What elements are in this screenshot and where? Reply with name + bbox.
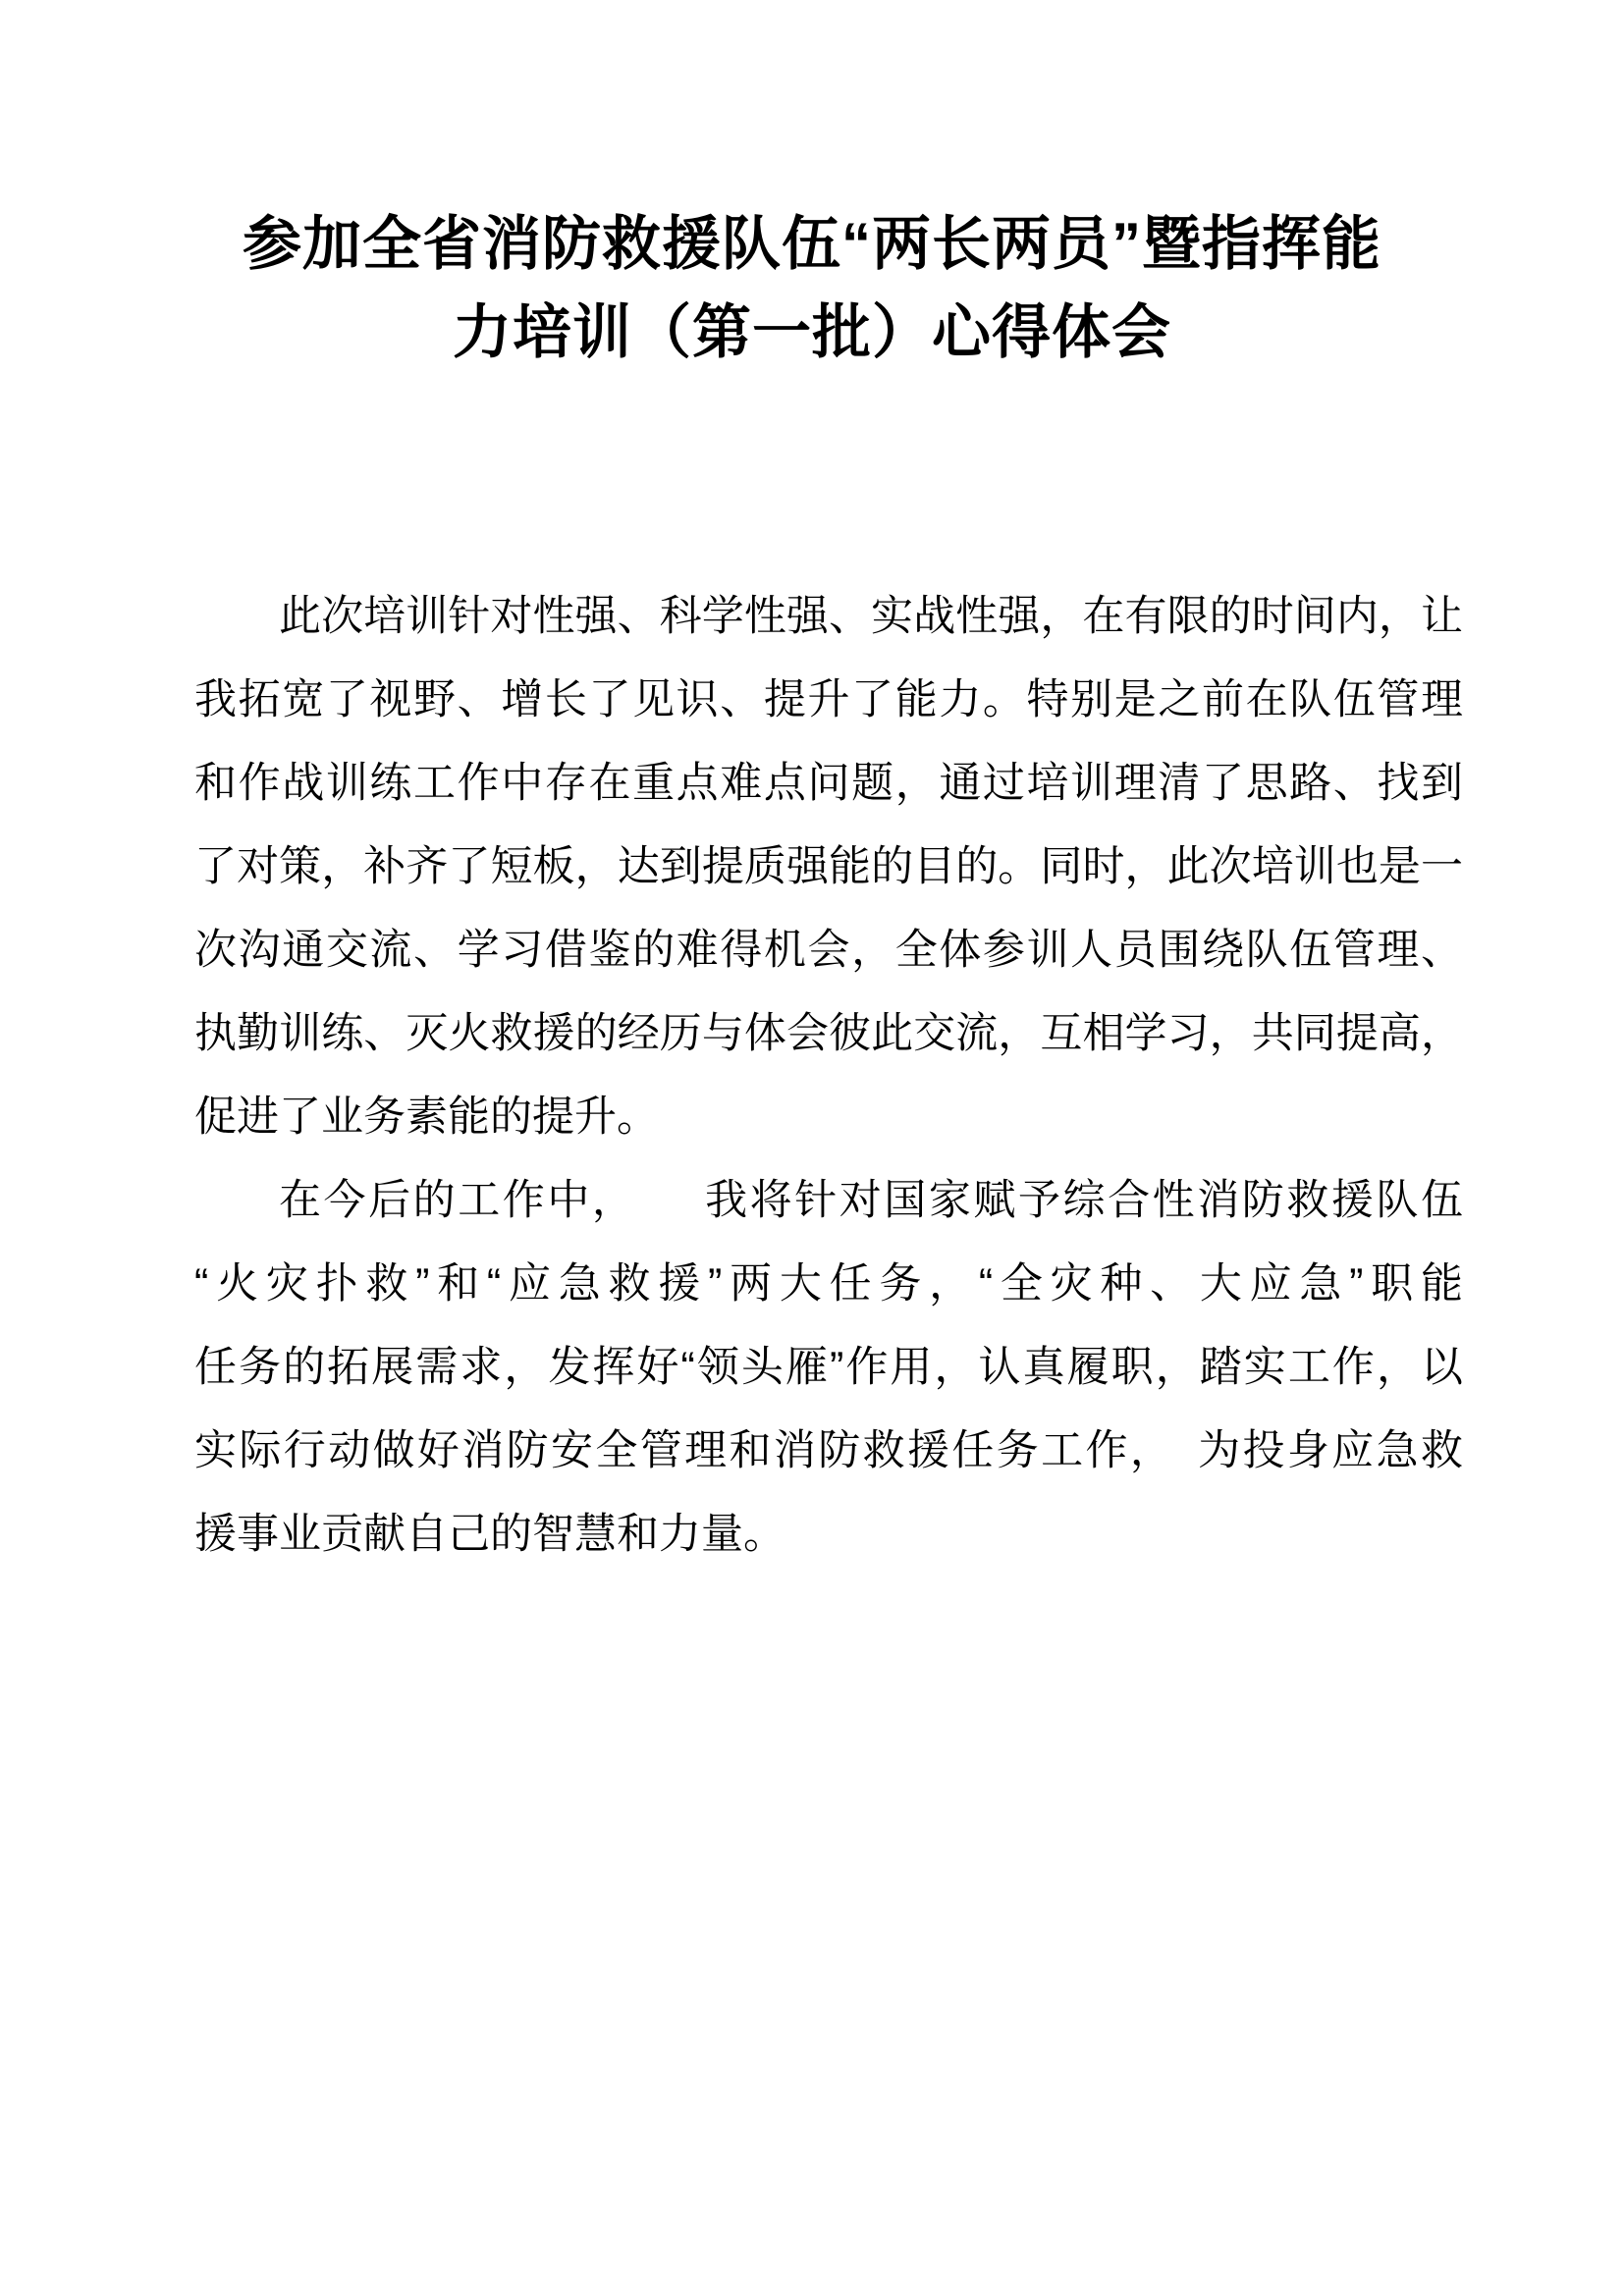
document-title-line: 力培训（第一批）心得体会 bbox=[453, 299, 1171, 365]
text-line: 实际行动做好消防安全管理和消防救援任务工作， 为投身应急救 bbox=[194, 1427, 1463, 1474]
text-line: 此次培训针对性强、科学性强、实战性强，在有限的时间内，让 bbox=[279, 593, 1463, 640]
text-line: 我拓宽了视野、增长了见识、提升了能力。特别是之前在队伍管理 bbox=[194, 676, 1463, 723]
text-line: 援事业贡献自己的智慧和力量。 bbox=[194, 1511, 785, 1558]
text-line: 任务的拓展需求，发挥好“领头雁”作用，认真履职，踏实工作，以 bbox=[194, 1344, 1463, 1391]
document-title bbox=[0, 0, 1624, 377]
text-line: “火灾扑救”和“应急救援”两大任务，“全灾种、大应急”职能 bbox=[194, 1260, 1463, 1308]
text-line: 了对策，补齐了短板，达到提质强能的目的。同时，此次培训也是一 bbox=[194, 843, 1463, 890]
text-line: 在今后的工作中， 我将针对国家赋予综合性消防救援队伍 bbox=[279, 1177, 1463, 1224]
text-line: 促进了业务素能的提升。 bbox=[194, 1094, 659, 1141]
document-title-line: 参加全省消防救援队伍“两长两员”暨指挥能 bbox=[243, 211, 1381, 277]
text-line: 执勤训练、灭火救援的经历与体会彼此交流，互相学习，共同提高， bbox=[194, 1010, 1463, 1057]
paragraph bbox=[194, 575, 1463, 1159]
document-body bbox=[194, 575, 1463, 1576]
paragraph bbox=[194, 1159, 1463, 1576]
text-line: 和作战训练工作中存在重点难点问题，通过培训理清了思路、找到 bbox=[194, 760, 1463, 807]
text-line: 次沟通交流、学习借鉴的难得机会，全体参训人员围绕队伍管理、 bbox=[194, 927, 1463, 974]
